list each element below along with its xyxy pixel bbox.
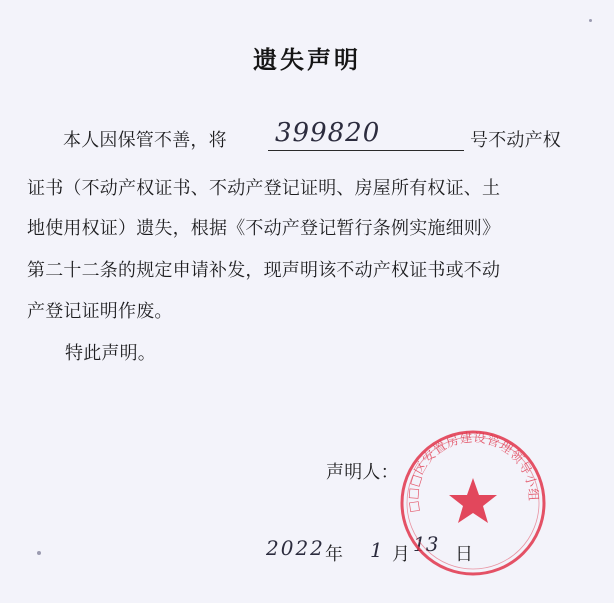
para1-line3: 地使用权证）遗失，根据《不动产登记暂行条例实施细则》	[27, 218, 501, 239]
seal-star-icon	[449, 478, 497, 523]
para1-line1-suffix: 号不动产权	[470, 130, 561, 151]
certificate-number: 399820	[275, 118, 381, 148]
date-year-label: 年	[325, 544, 344, 565]
document-title: 遗失声明	[253, 46, 361, 74]
date-month: 1	[370, 538, 383, 562]
para1-line2: 证书（不动产权证书、不动产登记证明、房屋所有权证、土	[27, 178, 501, 199]
para2-text: 特此声明。	[65, 343, 156, 364]
declarant-label: 声明人：	[326, 462, 399, 483]
seal-text-path: □□□区安置房建设管理领导小组	[404, 429, 542, 514]
certificate-number-underline	[268, 150, 464, 151]
date-month-label: 月	[392, 544, 411, 565]
scan-speck	[589, 19, 592, 22]
date-day: 13	[413, 532, 439, 556]
para1-line5: 产登记证明作废。	[27, 301, 173, 322]
para1-line1-prefix: 本人因保管不善，将	[63, 130, 227, 151]
para1-line4: 第二十二条的规定申请补发，现声明该不动产权证书或不动	[27, 260, 501, 281]
date-day-label: 日	[455, 544, 474, 565]
official-seal	[398, 428, 548, 578]
scan-speck	[37, 551, 41, 555]
date-year: 2022	[266, 536, 325, 560]
